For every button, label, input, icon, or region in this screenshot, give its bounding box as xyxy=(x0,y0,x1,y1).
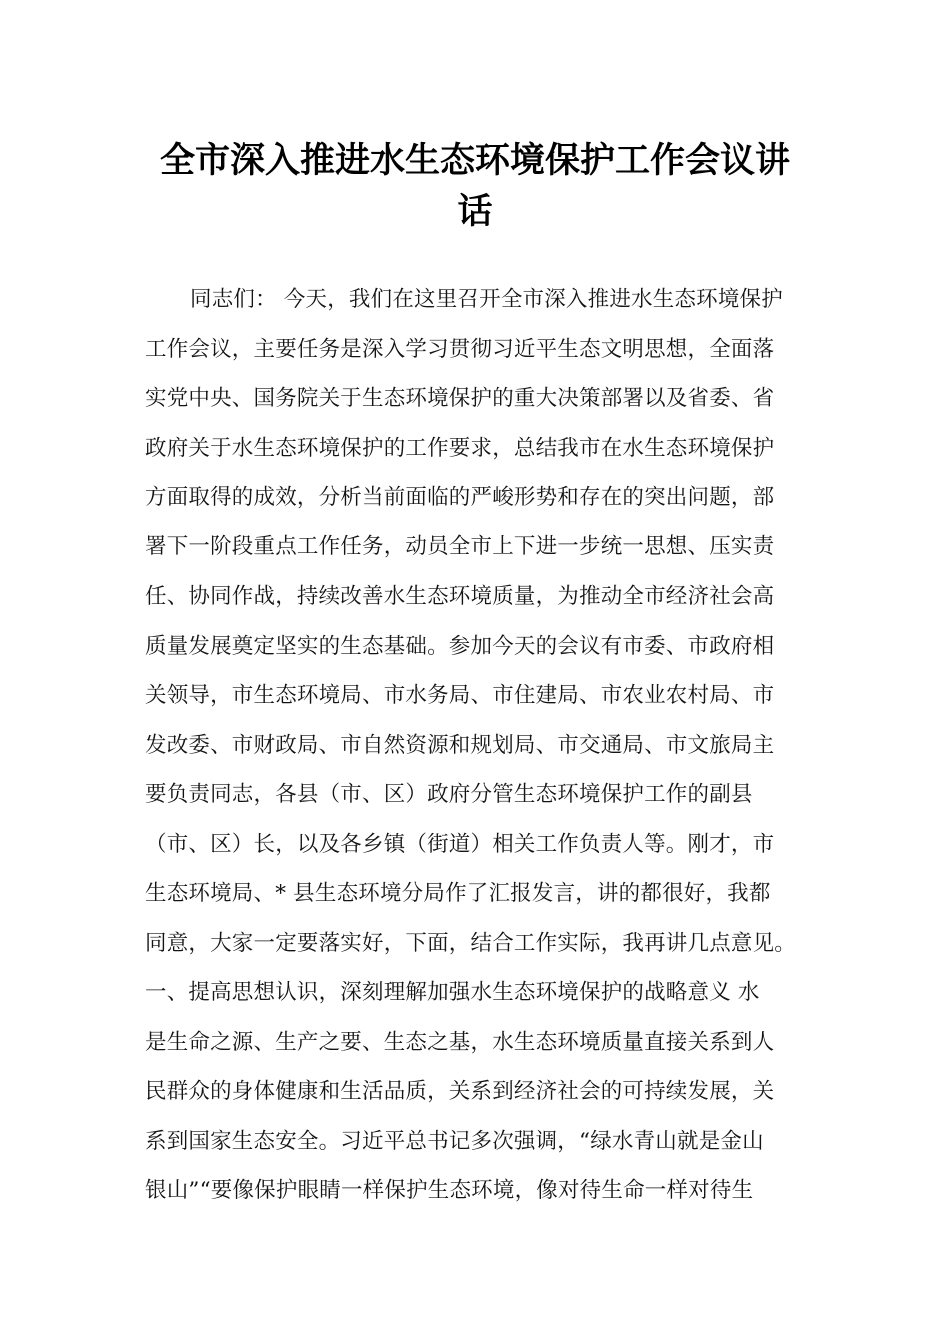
body-line-9: 关领导，市生态环境局、市水务局、市住建局、市农业农村局、市 xyxy=(145,683,775,708)
body-line-13: 生态环境局、* 县生态环境分局作了汇报发言，讲的都很好，我都 xyxy=(145,881,771,906)
body-line-14: 同意，大家一定要落实好，下面，结合工作实际，我再讲几点意见。 xyxy=(145,931,797,956)
body-line-2: 工作会议，主要任务是深入学习贯彻习近平生态文明思想，全面落 xyxy=(145,337,775,362)
document-title-line-2: 话 xyxy=(457,192,493,232)
document-title-line-1: 全市深入推进水生态环境保护工作会议讲 xyxy=(159,141,790,181)
body-line-1: 同志们： 今天，我们在这里召开全市深入推进水生态环境保护 xyxy=(190,287,783,312)
body-line-7: 任、协同作战，持续改善水生态环境质量，为推动全市经济社会高 xyxy=(145,584,775,609)
body-line-3: 实党中央、国务院关于生态环境保护的重大决策部署以及省委、省 xyxy=(145,386,775,411)
body-line-11: 要负责同志，各县（市、区）政府分管生态环境保护工作的副县 xyxy=(145,782,753,807)
body-line-10: 发改委、市财政局、市自然资源和规划局、市交通局、市文旅局主 xyxy=(145,733,775,758)
body-line-4: 政府关于水生态环境保护的工作要求，总结我市在水生态环境保护 xyxy=(145,436,775,461)
body-line-5: 方面取得的成效，分析当前面临的严峻形势和存在的突出问题，部 xyxy=(145,485,775,510)
body-line-19: 银山”“要像保护眼睛一样保护生态环境，像对待生命一样对待生 xyxy=(145,1178,754,1203)
section-heading-1: 一、提高思想认识，深刻理解加强水生态环境保护的战略意义 水 xyxy=(145,980,760,1005)
body-line-17: 民群众的身体健康和生活品质，关系到经济社会的可持续发展，关 xyxy=(145,1079,775,1104)
body-line-8: 质量发展奠定坚实的生态基础。参加今天的会议有市委、市政府相 xyxy=(145,634,775,659)
body-line-6: 署下一阶段重点工作任务，动员全市上下进一步统一思想、压实责 xyxy=(145,534,775,559)
body-line-16: 是生命之源、生产之要、生态之基，水生态环境质量直接关系到人 xyxy=(145,1030,775,1055)
body-line-18: 系到国家生态安全。习近平总书记多次强调，“绿水青山就是金山 xyxy=(145,1129,764,1154)
body-line-12: （市、区）长，以及各乡镇（街道）相关工作负责人等。刚才，市 xyxy=(145,832,775,857)
